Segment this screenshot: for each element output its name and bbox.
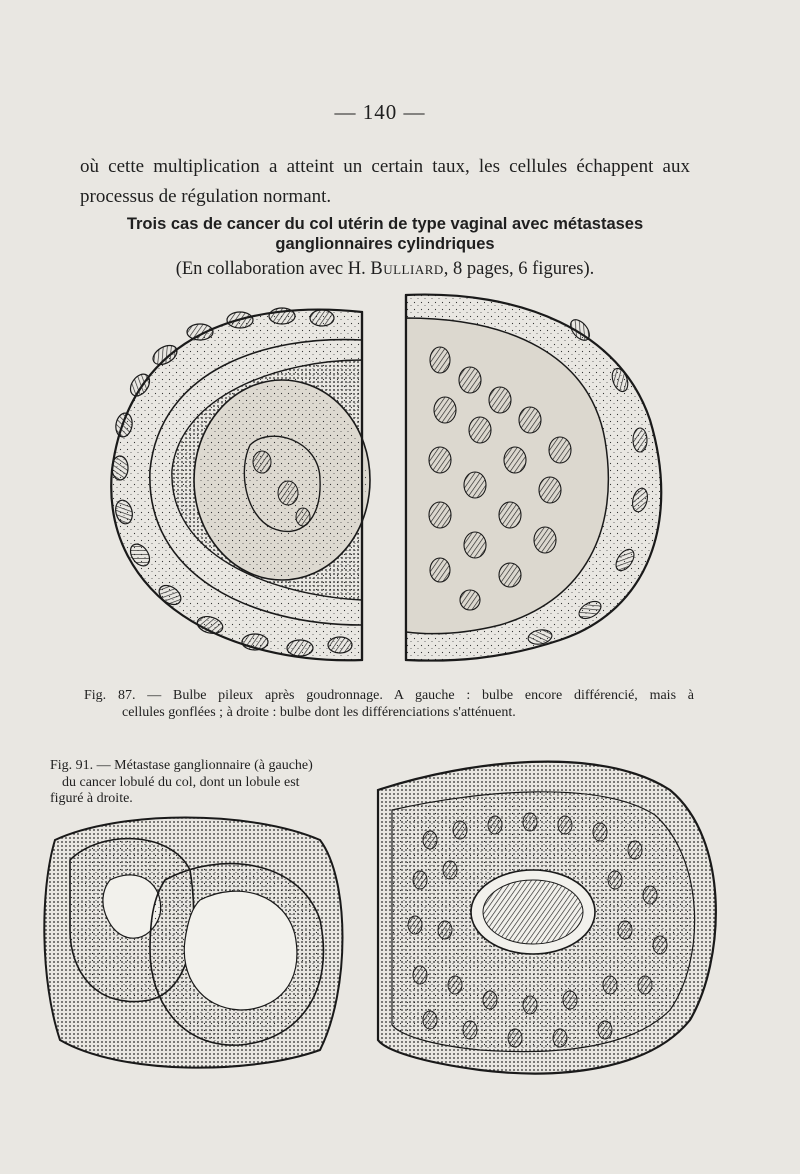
caption-line: Fig. 91. — Métastase ganglionnaire (à gauche): [50, 758, 313, 773]
figure91-left-lobules: [44, 818, 342, 1068]
caption-line: du cancer lobulé du col, dont un lobule est: [62, 774, 300, 790]
page-number: — 140 —: [334, 100, 426, 124]
collab-suffix: , 8 pages, 6 figures).: [443, 259, 595, 279]
section-heading: Trois cas de cancer du col utérin de type vaginal avec métastases: [126, 215, 644, 233]
body-text-line: où cette multiplication a atteint un certain taux, les cellules échappent aux: [80, 156, 690, 177]
collab-author: Bulliard: [370, 259, 444, 279]
figure91-caption: [50, 758, 360, 808]
section-heading: ganglionnaires cylindriques: [275, 235, 495, 253]
caption-line: cellules gonflées ; à droite : bulbe dont les différenciations s'atténuent.: [122, 705, 516, 720]
body-text-line: processus de régulation normant.: [80, 186, 332, 207]
figure87-right-bulb: [406, 295, 661, 661]
collab-prefix: (En collaboration avec H.: [175, 259, 366, 279]
caption-line: Fig. 87. — Bulbe pileux après goudronnage. A gauche : bulbe encore différencié, mais à: [84, 688, 694, 703]
caption-line: figuré à droite.: [50, 791, 133, 806]
figure87-caption: [84, 687, 694, 721]
figure91-right-lobule: [378, 762, 716, 1074]
figure87-left-bulb: [111, 308, 370, 660]
